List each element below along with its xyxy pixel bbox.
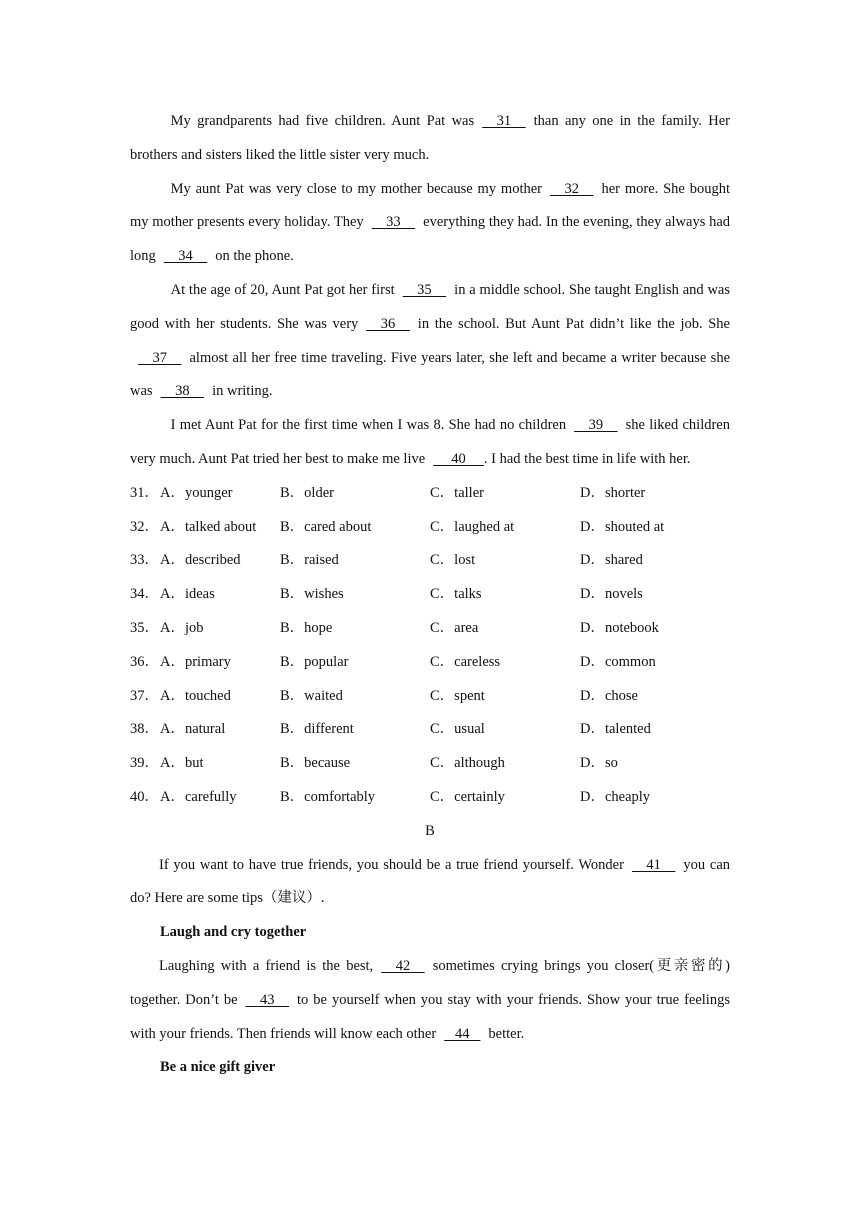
section-b-paragraph-1 [130, 950, 730, 1051]
text: almost all her free time traveling. Five years later, she left and became a writer because she was [130, 349, 730, 400]
option-c: C．spent [430, 687, 485, 704]
text: on the phone. [215, 248, 294, 265]
question-number: 37． [130, 687, 159, 704]
option-d: D．common [580, 653, 656, 670]
option-b: B．because [280, 755, 351, 772]
text: you can do? Here are some tips（建议）. [130, 856, 730, 907]
option-b: B．different [280, 721, 354, 738]
text: in a middle school. She taught English and was good with her students. She was very [130, 281, 730, 332]
exam-page [130, 105, 730, 1085]
subheading-gift-giver: Be a nice gift giver [160, 1059, 276, 1076]
option-c: C．talks [430, 586, 482, 603]
option-a: A．job [160, 619, 204, 636]
option-d: D．shouted at [580, 518, 665, 535]
option-c: C．laughed at [430, 518, 515, 535]
option-row-36 [130, 646, 730, 680]
option-b: B．raised [280, 552, 339, 569]
option-row-39 [130, 747, 730, 781]
option-c: C．although [430, 755, 505, 772]
text: her more. She bought my mother presents every holiday. They [130, 180, 730, 231]
question-number: 35． [130, 619, 159, 636]
section-b-heading: B [425, 822, 435, 839]
text: At the age of 20, Aunt Pat got her first [170, 281, 395, 298]
question-number: 33． [130, 552, 159, 569]
option-row-33 [130, 544, 730, 578]
blank-37: 37 [138, 349, 182, 366]
option-a: A．talked about [160, 518, 257, 535]
option-d: D．cheaply [580, 788, 651, 805]
question-number: 40． [130, 788, 159, 805]
text: I met Aunt Pat for the first time when I was 8. She had no children [170, 417, 567, 434]
option-row-34 [130, 578, 730, 612]
blank-41: 41 [631, 856, 676, 873]
text: everything they had. In the evening, they always had long [130, 214, 731, 265]
option-b: B．cared about [280, 518, 372, 535]
blank-39: 39 [574, 417, 618, 434]
option-d: D．shorter [580, 484, 646, 501]
option-a: A．younger [160, 484, 233, 501]
text: Laughing with a friend is the best, [159, 957, 374, 974]
option-c: C．certainly [430, 788, 505, 805]
option-d: D．so [580, 755, 618, 772]
text: than any one in the family. Her brothers and sisters liked the little sister very much. [130, 113, 730, 163]
option-b: B．hope [280, 619, 333, 636]
paragraph-3 [130, 274, 730, 409]
subheading-laugh-and-cry: Laugh and cry together [160, 924, 307, 941]
blank-35: 35 [402, 281, 447, 298]
option-b: B．popular [280, 653, 349, 670]
option-c: C．lost [430, 552, 476, 569]
option-a: A．natural [160, 721, 226, 738]
option-d: D．chose [580, 687, 638, 704]
text: . I had the best time in life with her. [483, 450, 691, 467]
text: If you want to have true friends, you should be a true friend yourself. Wonder [159, 856, 624, 873]
option-d: D．talented [580, 721, 651, 738]
question-number: 36． [130, 653, 159, 670]
blank-43: 43 [245, 991, 290, 1008]
option-a: A．carefully [160, 788, 237, 805]
paragraph-4 [130, 409, 730, 477]
option-d: D．notebook [580, 619, 659, 636]
option-row-38 [130, 713, 730, 747]
option-row-40 [130, 781, 730, 815]
option-row-31 [130, 477, 730, 511]
blank-38: 38 [160, 383, 205, 400]
option-c: C．taller [430, 484, 484, 501]
text: My grandparents had five children. Aunt Pat was [170, 113, 475, 129]
blank-31: 31 [482, 113, 526, 129]
question-number: 38． [130, 721, 159, 738]
option-row-32 [130, 511, 730, 545]
text: to be yourself when you stay with your friends. Show your true feelings with your friends. Then friends will know each other [130, 991, 730, 1042]
option-b: B．comfortably [280, 788, 376, 805]
text: sometimes crying brings you closer(更亲密的) together. Don’t be [130, 957, 731, 1008]
text: My aunt Pat was very close to my mother because my mother [170, 180, 542, 197]
blank-33: 33 [371, 214, 416, 231]
blank-34: 34 [163, 248, 208, 265]
option-a: A．but [160, 755, 204, 772]
question-number: 31． [130, 484, 159, 501]
blank-40: 40 [433, 450, 484, 467]
text: in writing. [212, 383, 273, 400]
blank-32: 32 [550, 180, 594, 197]
text: in the school. But Aunt Pat didn’t like the job. She [417, 315, 730, 332]
option-b: B．waited [280, 687, 343, 704]
option-a: A．described [160, 552, 241, 569]
option-b: B．wishes [280, 586, 344, 603]
paragraph-2 [130, 173, 730, 274]
option-d: D．shared [580, 552, 643, 569]
option-a: A．primary [160, 653, 231, 670]
blank-44: 44 [444, 1025, 481, 1042]
option-a: A．ideas [160, 586, 215, 603]
option-d: D．novels [580, 586, 643, 603]
blank-42: 42 [381, 957, 425, 974]
option-b: B．older [280, 484, 334, 501]
text: better. [488, 1025, 525, 1042]
question-number: 34． [130, 586, 159, 603]
option-row-37 [130, 680, 730, 714]
question-number: 39． [130, 755, 159, 772]
option-row-35 [130, 612, 730, 646]
paragraph-1 [130, 105, 730, 173]
option-c: C．usual [430, 721, 485, 738]
option-c: C．careless [430, 653, 501, 670]
option-a: A．touched [160, 687, 231, 704]
option-c: C．area [430, 619, 479, 636]
options-list [130, 477, 730, 815]
blank-36: 36 [366, 315, 410, 332]
section-b-intro [130, 849, 730, 917]
text: she liked children very much. Aunt Pat tried her best to make me live [130, 417, 730, 467]
question-number: 32． [130, 518, 159, 535]
